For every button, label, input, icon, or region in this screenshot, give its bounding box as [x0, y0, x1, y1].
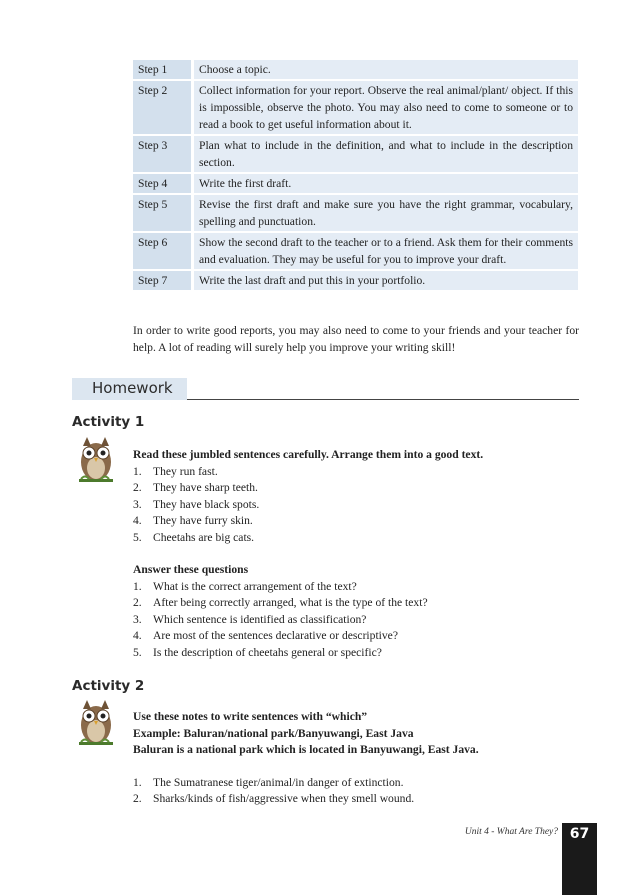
step-description: Write the first draft. — [191, 174, 578, 193]
list-number: 2. — [133, 481, 142, 494]
list-number: 5. — [133, 530, 142, 544]
list-item — [133, 513, 579, 530]
list-text: After being correctly arranged, what is the type of the text? — [153, 596, 428, 609]
activity-2-title: Activity 2 — [72, 678, 145, 694]
notes-list — [133, 775, 579, 808]
divider — [187, 399, 579, 400]
list-item — [133, 595, 579, 612]
activity-1-content — [133, 447, 579, 661]
list-text: Which sentence is identified as classification? — [153, 612, 367, 626]
list-item — [133, 612, 579, 629]
step-number: Step 1 — [133, 60, 191, 79]
owl-icon — [75, 697, 117, 747]
example-answer: Baluran is a national park which is located in Banyuwangi, East Java. — [133, 743, 479, 756]
list-number: 1. — [133, 464, 142, 478]
list-item — [133, 628, 579, 645]
list-text: They have black spots. — [153, 497, 260, 511]
table-row — [133, 233, 578, 269]
step-number: Step 6 — [133, 233, 191, 269]
activity-2-instruction: Use these notes to write sentences with “which” — [133, 710, 368, 723]
list-number: 4. — [133, 514, 142, 527]
step-number: Step 4 — [133, 174, 191, 193]
list-number: 5. — [133, 645, 142, 659]
list-text: What is the correct arrangement of the text? — [153, 579, 357, 593]
intro-paragraph: In order to write good reports, you may also need to come to your friends and your teacher for help. A lot of reading will surely help you improve your writing skill! — [133, 324, 579, 354]
step-description: Write the last draft and put this in your portfolio. — [191, 271, 578, 290]
page-number: 67 — [569, 826, 590, 842]
list-item — [133, 464, 579, 481]
step-number: Step 2 — [133, 81, 191, 134]
list-number: 4. — [133, 629, 142, 642]
list-text: Sharks/kinds of fish/aggressive when they smell wound. — [153, 792, 415, 805]
list-text: Cheetahs are big cats. — [153, 530, 255, 544]
list-item — [133, 645, 579, 662]
activity-1-instruction: Read these jumbled sentences carefully. Arrange them into a good text. — [133, 448, 484, 461]
owl-icon — [75, 434, 117, 484]
list-number: 2. — [133, 792, 142, 805]
footer-unit-label: Unit 4 - What Are They? — [464, 827, 558, 837]
list-number: 1. — [133, 775, 142, 789]
step-description: Show the second draft to the teacher or to a friend. Ask them for their comments and evaluation. They may be useful for you to improve your draft. — [191, 233, 578, 269]
list-number: 1. — [133, 579, 142, 593]
list-text: The Sumatranese tiger/animal/in danger of extinction. — [153, 775, 404, 789]
jumbled-sentences-list — [133, 464, 579, 547]
list-number: 2. — [133, 596, 142, 609]
list-text: They run fast. — [153, 464, 218, 478]
table-row — [133, 174, 578, 193]
list-item — [133, 791, 579, 808]
homework-heading: Homework — [92, 379, 173, 397]
step-description: Collect information for your report. Observe the real animal/plant/ object. If this is impossible, observe the photo. You may also need to come to someone or to read a book to get useful information about it. — [191, 81, 578, 134]
activity-1-title: Activity 1 — [72, 414, 145, 430]
writing-steps-table — [133, 58, 578, 292]
example-label: Example: Baluran/national park/Banyuwangi, East Java — [133, 726, 414, 740]
list-number: 3. — [133, 497, 142, 511]
step-description: Choose a topic. — [191, 60, 578, 79]
table-row — [133, 60, 578, 79]
list-number: 3. — [133, 612, 142, 626]
step-number: Step 3 — [133, 136, 191, 172]
table-row — [133, 81, 578, 134]
list-text: They have furry skin. — [153, 514, 253, 527]
step-description: Revise the first draft and make sure you have the right grammar, vocabulary, spelling and punctuation. — [191, 195, 578, 231]
list-text: They have sharp teeth. — [153, 481, 258, 494]
list-text: Are most of the sentences declarative or descriptive? — [153, 629, 398, 642]
list-item — [133, 497, 579, 514]
questions-heading: Answer these questions — [133, 563, 249, 576]
step-description: Plan what to include in the definition, and what to include in the description section. — [191, 136, 578, 172]
list-item — [133, 775, 579, 792]
table-row — [133, 136, 578, 172]
table-row — [133, 195, 578, 231]
list-item — [133, 480, 579, 497]
step-number: Step 7 — [133, 271, 191, 290]
activity-2-content — [133, 709, 579, 808]
step-number: Step 5 — [133, 195, 191, 231]
questions-list — [133, 579, 579, 662]
list-item — [133, 530, 579, 547]
table-row — [133, 271, 578, 290]
list-item — [133, 579, 579, 596]
list-text: Is the description of cheetahs general or specific? — [153, 645, 382, 659]
